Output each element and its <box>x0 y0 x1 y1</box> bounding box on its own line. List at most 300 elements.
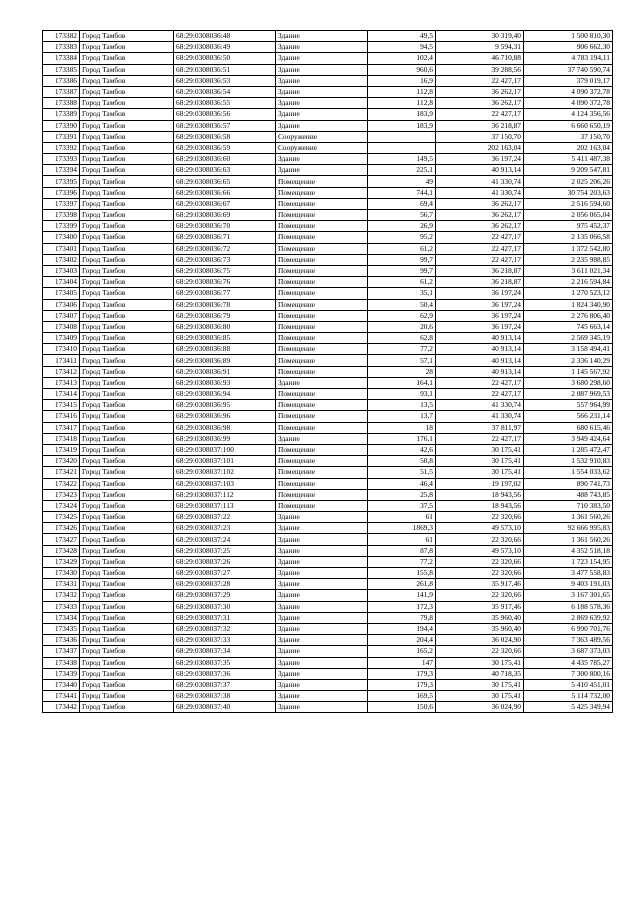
specific-value-cell: 36 218,87 <box>436 265 524 276</box>
row-number-cell: 173392 <box>43 142 80 153</box>
cadastral-value-cell: 379 019,17 <box>524 75 613 86</box>
specific-value-cell: 36 262,17 <box>436 86 524 97</box>
row-number-cell: 173431 <box>43 579 80 590</box>
row-number-cell: 173423 <box>43 489 80 500</box>
cadastral-number-cell: 68:29:0308037:101 <box>174 456 276 467</box>
cadastral-number-cell: 68:29:0308037:32 <box>174 623 276 634</box>
table-row <box>43 265 613 276</box>
area-cell: 165,2 <box>368 646 436 657</box>
specific-value-cell: 39 288,56 <box>436 64 524 75</box>
area-cell: 141,9 <box>368 590 436 601</box>
municipality-cell: Город Тамбов <box>80 42 174 53</box>
area-cell: 77,2 <box>368 556 436 567</box>
specific-value-cell: 22 320,66 <box>436 568 524 579</box>
cadastral-value-cell: 4 090 372,78 <box>524 98 613 109</box>
area-cell: 51,5 <box>368 467 436 478</box>
specific-value-cell: 36 197,24 <box>436 288 524 299</box>
specific-value-cell: 40 913,14 <box>436 344 524 355</box>
municipality-cell: Город Тамбов <box>80 64 174 75</box>
area-cell: 172,3 <box>368 601 436 612</box>
object-type-cell: Здание <box>276 433 368 444</box>
cadastral-number-cell: 68:29:0308037:33 <box>174 635 276 646</box>
row-number-cell: 173410 <box>43 344 80 355</box>
cadastral-number-cell: 68:29:0308036:73 <box>174 254 276 265</box>
specific-value-cell: 36 197,24 <box>436 154 524 165</box>
object-type-cell: Помещение <box>276 366 368 377</box>
cadastral-number-cell: 68:29:0308036:70 <box>174 221 276 232</box>
row-number-cell: 173416 <box>43 411 80 422</box>
cadastral-value-cell: 37 150,70 <box>524 131 613 142</box>
cadastral-value-cell: 4 783 194,11 <box>524 53 613 64</box>
municipality-cell: Город Тамбов <box>80 657 174 668</box>
table-row <box>43 176 613 187</box>
cadastral-number-cell: 68:29:0308036:91 <box>174 366 276 377</box>
cadastral-number-cell: 68:29:0308037:25 <box>174 545 276 556</box>
municipality-cell: Город Тамбов <box>80 679 174 690</box>
specific-value-cell: 40 913,14 <box>436 355 524 366</box>
object-type-cell: Здание <box>276 64 368 75</box>
object-type-cell: Помещение <box>276 489 368 500</box>
area-cell: 69,4 <box>368 198 436 209</box>
object-type-cell: Помещение <box>276 232 368 243</box>
cadastral-number-cell: 68:29:0308036:93 <box>174 377 276 388</box>
cadastral-number-cell: 68:29:0308037:40 <box>174 702 276 713</box>
cadastral-value-cell: 1 532 910,83 <box>524 456 613 467</box>
cadastral-value-cell: 906 662,30 <box>524 42 613 53</box>
area-cell: 194,4 <box>368 623 436 634</box>
specific-value-cell: 36 197,24 <box>436 310 524 321</box>
municipality-cell: Город Тамбов <box>80 333 174 344</box>
table-row <box>43 75 613 86</box>
object-type-cell: Здание <box>276 601 368 612</box>
specific-value-cell: 22 427,17 <box>436 389 524 400</box>
cadastral-value-cell: 3 477 558,83 <box>524 568 613 579</box>
object-type-cell: Помещение <box>276 277 368 288</box>
cadastral-value-cell: 1 554 033,62 <box>524 467 613 478</box>
table-row <box>43 467 613 478</box>
municipality-cell: Город Тамбов <box>80 232 174 243</box>
municipality-cell: Город Тамбов <box>80 568 174 579</box>
cadastral-number-cell: 68:29:0308036:78 <box>174 299 276 310</box>
cadastral-value-cell: 4 090 372,78 <box>524 86 613 97</box>
cadastral-number-cell: 68:29:0308036:79 <box>174 310 276 321</box>
object-type-cell: Помещение <box>276 221 368 232</box>
cadastral-number-cell: 68:29:0308036:54 <box>174 86 276 97</box>
row-number-cell: 173435 <box>43 623 80 634</box>
municipality-cell: Город Тамбов <box>80 310 174 321</box>
object-type-cell: Здание <box>276 657 368 668</box>
specific-value-cell: 22 427,17 <box>436 377 524 388</box>
cadastral-number-cell: 68:29:0308037:27 <box>174 568 276 579</box>
area-cell: 179,3 <box>368 679 436 690</box>
specific-value-cell: 22 427,17 <box>436 109 524 120</box>
cadastral-number-cell: 68:29:0308036:69 <box>174 210 276 221</box>
cadastral-value-cell: 680 615,46 <box>524 422 613 433</box>
cadastral-value-cell: 557 964,99 <box>524 400 613 411</box>
area-cell: 112,8 <box>368 86 436 97</box>
object-type-cell: Здание <box>276 635 368 646</box>
municipality-cell: Город Тамбов <box>80 556 174 567</box>
row-number-cell: 173441 <box>43 691 80 702</box>
cadastral-number-cell: 68:29:0308037:30 <box>174 601 276 612</box>
table-row <box>43 400 613 411</box>
row-number-cell: 173390 <box>43 120 80 131</box>
municipality-cell: Город Тамбов <box>80 422 174 433</box>
object-type-cell: Помещение <box>276 321 368 332</box>
row-number-cell: 173427 <box>43 534 80 545</box>
specific-value-cell: 36 197,24 <box>436 321 524 332</box>
object-type-cell: Здание <box>276 377 368 388</box>
specific-value-cell: 22 427,17 <box>436 433 524 444</box>
municipality-cell: Город Тамбов <box>80 131 174 142</box>
cadastral-value-cell: 9 403 191,03 <box>524 579 613 590</box>
cadastral-value-cell: 1 361 560,26 <box>524 512 613 523</box>
cadastral-number-cell: 68:29:0308036:85 <box>174 333 276 344</box>
cadastral-value-cell: 3 680 298,60 <box>524 377 613 388</box>
table-row <box>43 456 613 467</box>
object-type-cell: Помещение <box>276 187 368 198</box>
object-type-cell: Здание <box>276 612 368 623</box>
cadastral-value-cell: 2 216 594,84 <box>524 277 613 288</box>
specific-value-cell: 18 943,56 <box>436 489 524 500</box>
table-row <box>43 31 613 42</box>
specific-value-cell: 41 330,74 <box>436 411 524 422</box>
municipality-cell: Город Тамбов <box>80 344 174 355</box>
municipality-cell: Город Тамбов <box>80 288 174 299</box>
row-number-cell: 173425 <box>43 512 80 523</box>
municipality-cell: Город Тамбов <box>80 75 174 86</box>
object-type-cell: Помещение <box>276 310 368 321</box>
table-row <box>43 523 613 534</box>
municipality-cell: Город Тамбов <box>80 489 174 500</box>
row-number-cell: 173396 <box>43 187 80 198</box>
municipality-cell: Город Тамбов <box>80 635 174 646</box>
object-type-cell: Помещение <box>276 210 368 221</box>
municipality-cell: Город Тамбов <box>80 579 174 590</box>
cadastral-value-cell: 2 276 806,40 <box>524 310 613 321</box>
row-number-cell: 173411 <box>43 355 80 366</box>
specific-value-cell: 46 710,88 <box>436 53 524 64</box>
row-number-cell: 173387 <box>43 86 80 97</box>
cadastral-value-cell: 1 270 523,12 <box>524 288 613 299</box>
area-cell: 102,4 <box>368 53 436 64</box>
table-row <box>43 679 613 690</box>
object-type-cell: Здание <box>276 75 368 86</box>
table-row <box>43 277 613 288</box>
area-cell: 204,4 <box>368 635 436 646</box>
area-cell: 155,8 <box>368 568 436 579</box>
cadastral-value-cell: 6 188 578,36 <box>524 601 613 612</box>
area-cell: 147 <box>368 657 436 668</box>
table-row <box>43 512 613 523</box>
area-cell: 179,3 <box>368 668 436 679</box>
row-number-cell: 173399 <box>43 221 80 232</box>
row-number-cell: 173386 <box>43 75 80 86</box>
row-number-cell: 173394 <box>43 165 80 176</box>
municipality-cell: Город Тамбов <box>80 86 174 97</box>
object-type-cell: Здание <box>276 42 368 53</box>
municipality-cell: Город Тамбов <box>80 389 174 400</box>
table-row <box>43 556 613 567</box>
table-row <box>43 109 613 120</box>
cadastral-number-cell: 68:29:0308037:31 <box>174 612 276 623</box>
table-row <box>43 489 613 500</box>
area-cell: 112,8 <box>368 98 436 109</box>
cadastral-value-cell: 1 723 154,95 <box>524 556 613 567</box>
cadastral-number-cell: 68:29:0308036:72 <box>174 243 276 254</box>
object-type-cell: Здание <box>276 86 368 97</box>
object-type-cell: Помещение <box>276 333 368 344</box>
cadastral-value-cell: 5 411 487,38 <box>524 154 613 165</box>
table-row <box>43 131 613 142</box>
area-cell: 176,1 <box>368 433 436 444</box>
specific-value-cell: 41 330,74 <box>436 400 524 411</box>
area-cell: 225,1 <box>368 165 436 176</box>
cadastral-number-cell: 68:29:0308036:71 <box>174 232 276 243</box>
municipality-cell: Город Тамбов <box>80 221 174 232</box>
object-type-cell: Помещение <box>276 254 368 265</box>
cadastral-value-cell: 5 114 732,00 <box>524 691 613 702</box>
object-type-cell: Сооружение <box>276 131 368 142</box>
municipality-cell: Город Тамбов <box>80 109 174 120</box>
area-cell: 183,9 <box>368 109 436 120</box>
row-number-cell: 173404 <box>43 277 80 288</box>
cadastral-value-cell: 488 743,85 <box>524 489 613 500</box>
specific-value-cell: 30 175,41 <box>436 679 524 690</box>
area-cell: 261,8 <box>368 579 436 590</box>
object-type-cell: Здание <box>276 579 368 590</box>
table-row <box>43 299 613 310</box>
table-row <box>43 702 613 713</box>
cadastral-value-cell: 30 754 203,63 <box>524 187 613 198</box>
cadastral-value-table <box>42 30 613 713</box>
cadastral-number-cell: 68:29:0308036:80 <box>174 321 276 332</box>
cadastral-value-cell: 710 383,50 <box>524 500 613 511</box>
table-row <box>43 355 613 366</box>
object-type-cell: Помещение <box>276 299 368 310</box>
row-number-cell: 173388 <box>43 98 80 109</box>
cadastral-value-cell: 202 163,04 <box>524 142 613 153</box>
cadastral-value-cell: 2 135 066,58 <box>524 232 613 243</box>
cadastral-value-cell: 1 285 472,47 <box>524 444 613 455</box>
municipality-cell: Город Тамбов <box>80 612 174 623</box>
object-type-cell: Помещение <box>276 198 368 209</box>
table-row <box>43 232 613 243</box>
cadastral-number-cell: 68:29:0308036:59 <box>174 142 276 153</box>
object-type-cell: Помещение <box>276 355 368 366</box>
municipality-cell: Город Тамбов <box>80 400 174 411</box>
cadastral-value-cell: 2 869 639,92 <box>524 612 613 623</box>
cadastral-number-cell: 68:29:0308036:99 <box>174 433 276 444</box>
row-number-cell: 173407 <box>43 310 80 321</box>
object-type-cell: Помещение <box>276 400 368 411</box>
object-type-cell: Здание <box>276 679 368 690</box>
cadastral-value-cell: 3 158 494,41 <box>524 344 613 355</box>
area-cell: 26,9 <box>368 221 436 232</box>
cadastral-value-cell: 6 990 701,76 <box>524 623 613 634</box>
object-type-cell: Помещение <box>276 265 368 276</box>
specific-value-cell: 30 175,41 <box>436 444 524 455</box>
specific-value-cell: 41 330,74 <box>436 176 524 187</box>
cadastral-value-cell: 2 569 345,19 <box>524 333 613 344</box>
cadastral-value-cell: 6 660 650,19 <box>524 120 613 131</box>
object-type-cell: Помещение <box>276 288 368 299</box>
table-row <box>43 198 613 209</box>
row-number-cell: 173382 <box>43 31 80 42</box>
cadastral-number-cell: 68:29:0308037:28 <box>174 579 276 590</box>
table-row <box>43 42 613 53</box>
municipality-cell: Город Тамбов <box>80 277 174 288</box>
area-cell: 13,7 <box>368 411 436 422</box>
object-type-cell: Здание <box>276 545 368 556</box>
specific-value-cell: 36 262,17 <box>436 210 524 221</box>
cadastral-value-cell: 2 056 065,04 <box>524 210 613 221</box>
row-number-cell: 173432 <box>43 590 80 601</box>
table-row <box>43 310 613 321</box>
row-number-cell: 173418 <box>43 433 80 444</box>
table-row <box>43 333 613 344</box>
row-number-cell: 173409 <box>43 333 80 344</box>
specific-value-cell: 49 573,10 <box>436 523 524 534</box>
specific-value-cell: 22 320,66 <box>436 512 524 523</box>
cadastral-number-cell: 68:29:0308037:34 <box>174 646 276 657</box>
table-body <box>43 31 613 713</box>
area-cell: 183,9 <box>368 120 436 131</box>
table-row <box>43 98 613 109</box>
cadastral-number-cell: 68:29:0308037:26 <box>174 556 276 567</box>
specific-value-cell: 40 913,14 <box>436 366 524 377</box>
table-row <box>43 635 613 646</box>
cadastral-value-cell: 745 663,14 <box>524 321 613 332</box>
cadastral-value-cell: 1 145 567,92 <box>524 366 613 377</box>
cadastral-number-cell: 68:29:0308037:102 <box>174 467 276 478</box>
table-row <box>43 568 613 579</box>
municipality-cell: Город Тамбов <box>80 500 174 511</box>
row-number-cell: 173436 <box>43 635 80 646</box>
table-row <box>43 53 613 64</box>
specific-value-cell: 22 320,66 <box>436 590 524 601</box>
table-row <box>43 221 613 232</box>
specific-value-cell: 37 811,97 <box>436 422 524 433</box>
area-cell: 57,1 <box>368 355 436 366</box>
specific-value-cell: 36 262,17 <box>436 221 524 232</box>
area-cell: 28 <box>368 366 436 377</box>
row-number-cell: 173385 <box>43 64 80 75</box>
object-type-cell: Здание <box>276 31 368 42</box>
object-type-cell: Здание <box>276 165 368 176</box>
municipality-cell: Город Тамбов <box>80 243 174 254</box>
object-type-cell: Помещение <box>276 411 368 422</box>
row-number-cell: 173440 <box>43 679 80 690</box>
cadastral-number-cell: 68:29:0308036:65 <box>174 176 276 187</box>
area-cell: 16,9 <box>368 75 436 86</box>
area-cell: 95,2 <box>368 232 436 243</box>
row-number-cell: 173400 <box>43 232 80 243</box>
row-number-cell: 173413 <box>43 377 80 388</box>
area-cell: 49 <box>368 176 436 187</box>
row-number-cell: 173429 <box>43 556 80 567</box>
cadastral-number-cell: 68:29:0308036:50 <box>174 53 276 64</box>
municipality-cell: Город Тамбов <box>80 53 174 64</box>
row-number-cell: 173397 <box>43 198 80 209</box>
municipality-cell: Город Тамбов <box>80 31 174 42</box>
specific-value-cell: 40 718,35 <box>436 668 524 679</box>
table-row <box>43 411 613 422</box>
municipality-cell: Город Тамбов <box>80 623 174 634</box>
table-row <box>43 422 613 433</box>
object-type-cell: Помещение <box>276 344 368 355</box>
object-type-cell: Здание <box>276 646 368 657</box>
municipality-cell: Город Тамбов <box>80 265 174 276</box>
area-cell: 94,5 <box>368 42 436 53</box>
object-type-cell: Помещение <box>276 176 368 187</box>
area-cell <box>368 142 436 153</box>
area-cell: 42,6 <box>368 444 436 455</box>
row-number-cell: 173426 <box>43 523 80 534</box>
area-cell: 46,4 <box>368 478 436 489</box>
table-row <box>43 389 613 400</box>
cadastral-value-cell: 3 949 424,64 <box>524 433 613 444</box>
cadastral-value-cell: 7 300 800,16 <box>524 668 613 679</box>
municipality-cell: Город Тамбов <box>80 142 174 153</box>
municipality-cell: Город Тамбов <box>80 176 174 187</box>
row-number-cell: 173408 <box>43 321 80 332</box>
municipality-cell: Город Тамбов <box>80 534 174 545</box>
object-type-cell: Здание <box>276 623 368 634</box>
object-type-cell: Сооружение <box>276 142 368 153</box>
municipality-cell: Город Тамбов <box>80 512 174 523</box>
object-type-cell: Здание <box>276 98 368 109</box>
cadastral-value-cell: 3 611 021,34 <box>524 265 613 276</box>
area-cell: 20,6 <box>368 321 436 332</box>
municipality-cell: Город Тамбов <box>80 377 174 388</box>
municipality-cell: Город Тамбов <box>80 355 174 366</box>
area-cell: 13,5 <box>368 400 436 411</box>
area-cell: 61 <box>368 512 436 523</box>
row-number-cell: 173442 <box>43 702 80 713</box>
area-cell: 61 <box>368 534 436 545</box>
row-number-cell: 173414 <box>43 389 80 400</box>
table-row <box>43 142 613 153</box>
row-number-cell: 173420 <box>43 456 80 467</box>
row-number-cell: 173439 <box>43 668 80 679</box>
municipality-cell: Город Тамбов <box>80 467 174 478</box>
row-number-cell: 173403 <box>43 265 80 276</box>
row-number-cell: 173406 <box>43 299 80 310</box>
area-cell: 56,7 <box>368 210 436 221</box>
area-cell: 50,4 <box>368 299 436 310</box>
row-number-cell: 173415 <box>43 400 80 411</box>
row-number-cell: 173419 <box>43 444 80 455</box>
municipality-cell: Город Тамбов <box>80 120 174 131</box>
cadastral-value-cell: 5 410 451,01 <box>524 679 613 690</box>
row-number-cell: 173393 <box>43 154 80 165</box>
table-row <box>43 590 613 601</box>
municipality-cell: Город Тамбов <box>80 411 174 422</box>
municipality-cell: Город Тамбов <box>80 668 174 679</box>
cadastral-value-cell: 1 372 542,80 <box>524 243 613 254</box>
table-row <box>43 187 613 198</box>
cadastral-number-cell: 68:29:0308036:88 <box>174 344 276 355</box>
cadastral-value-cell: 4 435 785,27 <box>524 657 613 668</box>
cadastral-value-cell: 566 231,14 <box>524 411 613 422</box>
cadastral-value-cell: 975 452,37 <box>524 221 613 232</box>
area-cell: 744,1 <box>368 187 436 198</box>
row-number-cell: 173434 <box>43 612 80 623</box>
cadastral-number-cell: 68:29:0308036:67 <box>174 198 276 209</box>
row-number-cell: 173417 <box>43 422 80 433</box>
area-cell: 18 <box>368 422 436 433</box>
